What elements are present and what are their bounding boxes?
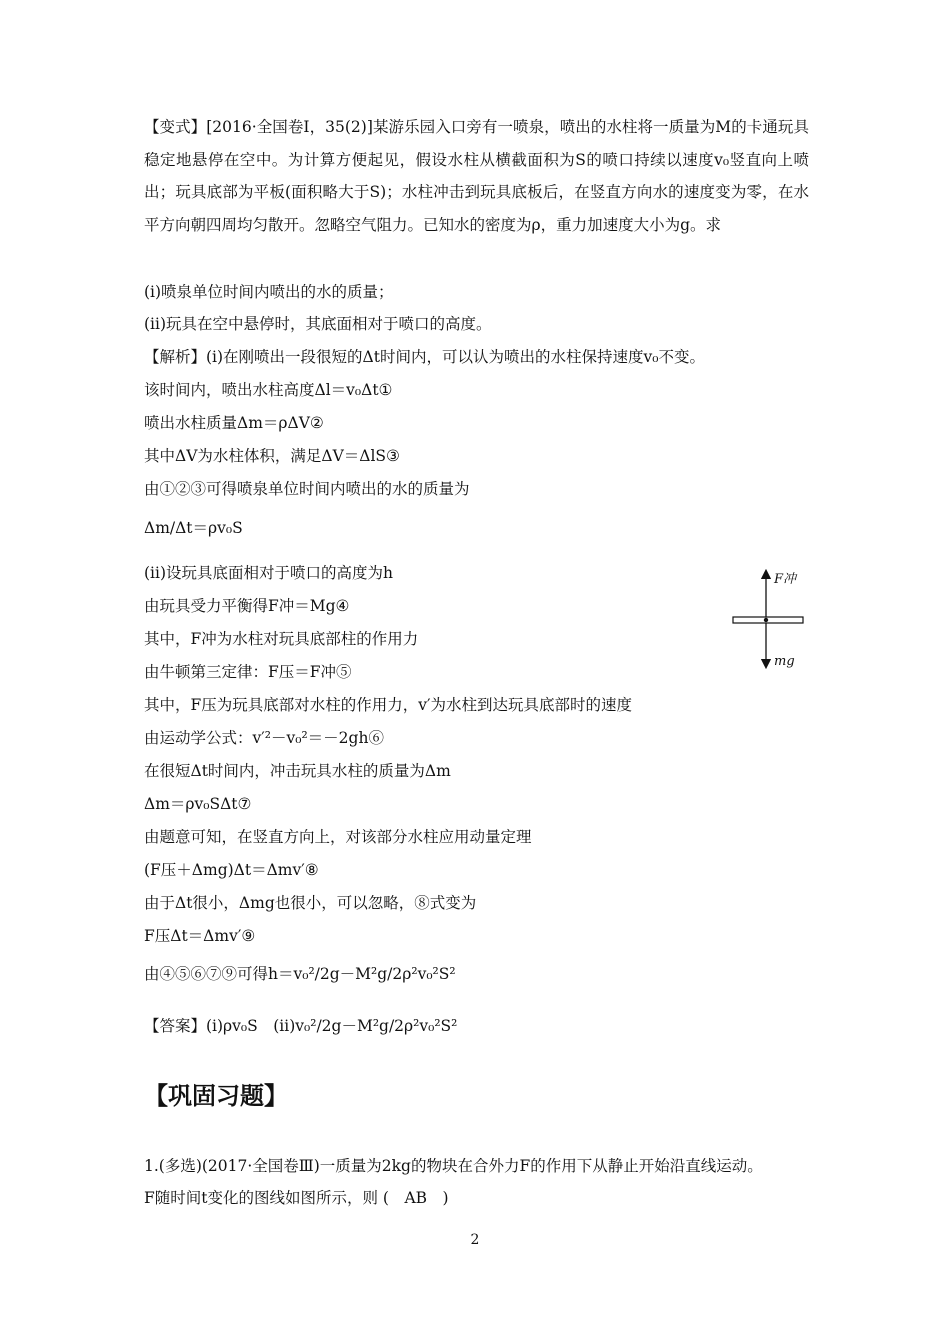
center-point [764,618,768,622]
solution-line: 由牛顿第三定律：F压＝F冲⑤ [144,663,352,681]
solution-line: 由题意可知，在竖直方向上，对该部分水柱应用动量定理 [144,828,532,846]
solution-line: Δm＝ρv₀SΔt⑦ [144,795,252,813]
mg-label: mg [774,654,795,669]
solution-line: 在很短Δt时间内，冲击玩具水柱的质量为Δm [144,762,451,780]
solution-line: 由④⑤⑥⑦⑨可得h＝v₀²/2g－M²g/2ρ²v₀²S² [144,965,456,983]
solution-line: 由于Δt很小，Δmg也很小，可以忽略，⑧式变为 [144,894,477,912]
page-number: 2 [470,1232,480,1248]
f-impact-label: F冲 [774,572,797,587]
section-heading: 【巩固习题】 [144,1082,288,1110]
solution-line: (F压＋Δmg)Δt＝Δmv′⑧ [144,861,319,879]
answer-line: 【答案】(ⅰ)ρv₀S (ⅱ)v₀²/2g－M²g/2ρ²v₀²S² [144,1017,458,1035]
solution-line: 其中ΔV为水柱体积，满足ΔV＝ΔlS③ [144,447,400,465]
force-diagram [720,564,830,678]
solution-line: 其中，F冲为水柱对玩具底部柱的作用力 [144,630,419,648]
exercise-line: 1.(多选)(2017·全国卷Ⅲ)一质量为2kg的物块在合外力F的作用下从静止开始沿直线运动。 [144,1157,763,1175]
solution-line: Δm/Δt＝ρv₀S [144,519,243,537]
exercise-line: F随时间t变化的图线如图所示，则 ( AB ) [144,1189,449,1207]
question-part-1: (ⅰ)喷泉单位时间内喷出的水的质量； [144,283,394,301]
solution-line: 由玩具受力平衡得F冲＝Mg④ [144,597,350,615]
question-part-2: (ⅱ)玩具在空中悬停时，其底面相对于喷口的高度。 [144,315,492,333]
solution-line: 由①②③可得喷泉单位时间内喷出的水的质量为 [144,480,470,498]
solution-line: (ⅱ)设玩具底面相对于喷口的高度为h [144,564,393,582]
solution-line: F压Δt＝Δmv′⑨ [144,927,256,945]
solution-line: 该时间内，喷出水柱高度Δl＝v₀Δt① [144,381,393,399]
solution-line: 其中，F压为玩具底部对水柱的作用力，v′为水柱到达玩具底部时的速度 [144,696,633,714]
solution-line: 【解析】(ⅰ)在刚喷出一段很短的Δt时间内，可以认为喷出的水柱保持速度v₀不变。 [144,348,705,366]
variant-question: 【变式】[2016·全国卷Ⅰ，35(2)]某游乐园入口旁有一喷泉，喷出的水柱将一质量为M的卡通玩具稳定地悬停在空中。为计算方便起见，假设水柱从横截面积为S的喷口持续以速度v₀竖直向上喷出；玩具底部为平板(面积略大于S)；水柱冲击到玩具底板后，在竖直方向水的速度变为零，在水平方向朝四周均匀散开。忽略空气阻力。已知水的密度为ρ，重力加速度大小为g。求 [144,118,809,234]
solution-line: 由运动学公式：v′²－v₀²＝－2gh⑥ [144,729,384,747]
solution-line: 喷出水柱质量Δm＝ρΔV② [144,414,324,432]
